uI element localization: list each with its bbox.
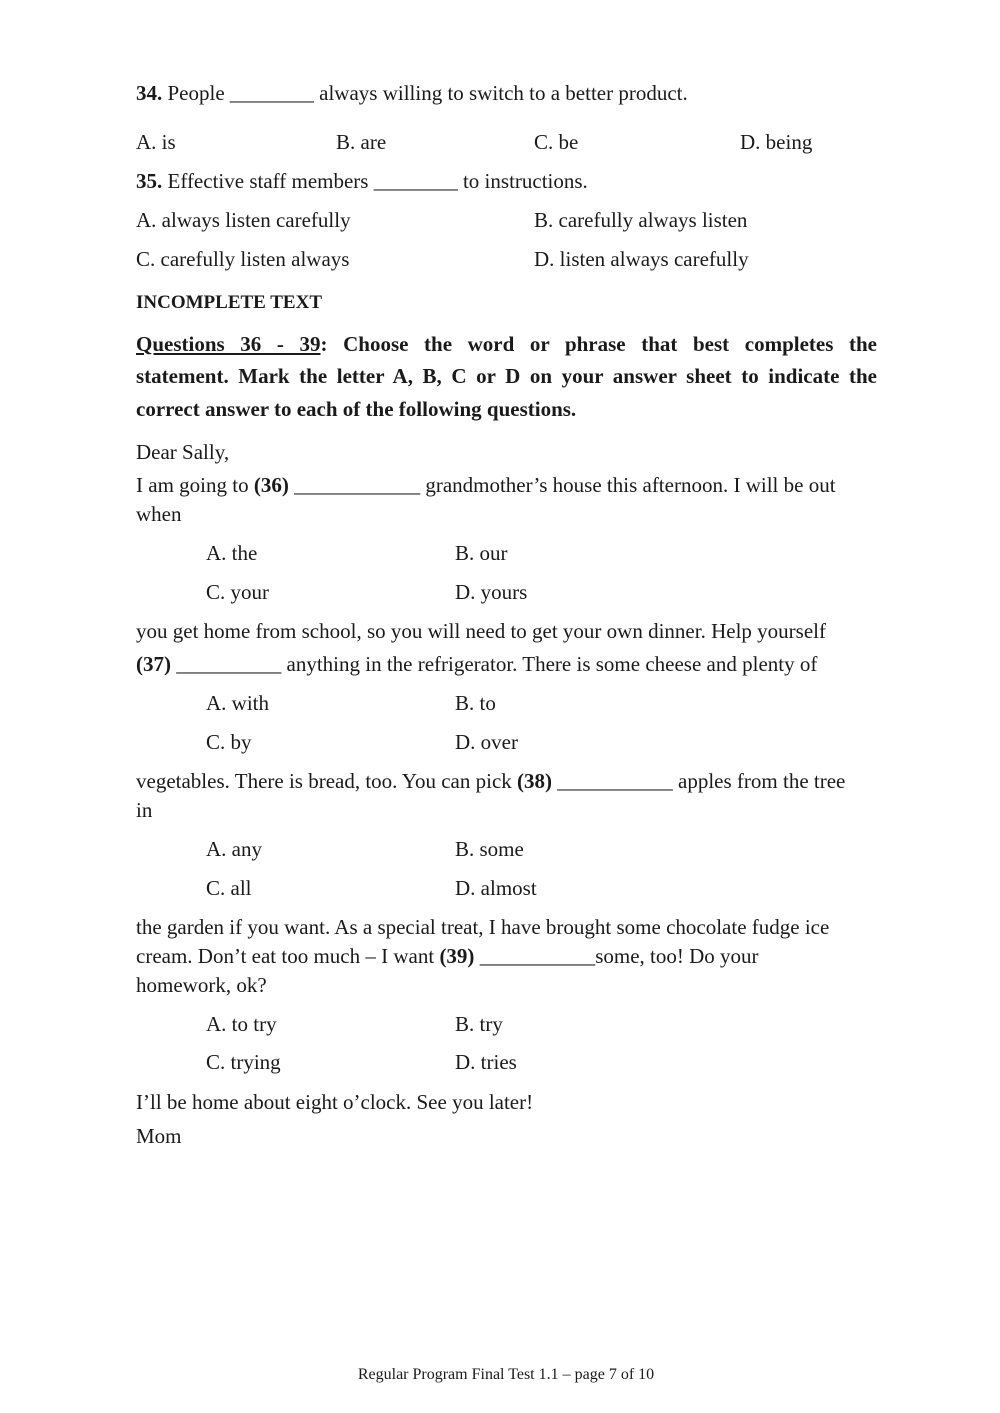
option-a: A. always listen carefully: [136, 208, 351, 232]
letter-line: vegetables. There is bread, too. You can pick (38) ___________ apples from the tree: [136, 769, 846, 793]
option-a: A. any: [206, 837, 262, 861]
option-d: D. over: [455, 730, 518, 754]
blank-number: (36): [253, 473, 289, 497]
option-c: C. by: [206, 730, 252, 754]
instructions-line-2: statement. Mark the letter A, B, C or D on your answer sheet to indicate the: [136, 364, 877, 388]
option-c: C. trying: [206, 1050, 281, 1074]
option-b: B. some: [455, 837, 524, 861]
option-b: B. are: [336, 130, 387, 154]
option-d: D. listen always carefully: [534, 247, 749, 271]
letter-line: the garden if you want. As a special treat, I have brought some chocolate fudge ice: [136, 915, 830, 939]
letter-greeting: Dear Sally,: [136, 440, 230, 464]
option-a: A. is: [136, 130, 176, 154]
option-b: B. our: [455, 541, 508, 565]
letter-line: I am going to (36) ____________ grandmother’s house this afternoon. I will be out: [136, 473, 836, 497]
letter-signature: Mom: [136, 1124, 182, 1148]
question-number: 35.: [136, 169, 163, 193]
letter-line: (37) __________ anything in the refrigerator. There is some cheese and plenty of: [136, 652, 818, 676]
option-c: C. all: [206, 876, 252, 900]
option-d: D. tries: [455, 1050, 517, 1074]
blank-number: (37): [136, 652, 171, 676]
instructions-line-3: correct answer to each of the following questions.: [136, 397, 577, 421]
section-title: INCOMPLETE TEXT: [136, 292, 322, 313]
question-35: [136, 167, 588, 196]
option-a: A. with: [206, 691, 269, 715]
blank-number: (39): [439, 944, 475, 968]
option-b: B. carefully always listen: [534, 208, 748, 232]
letter-closing: I’ll be home about eight o’clock. See you later!: [136, 1090, 534, 1114]
question-text: Effective staff members ________ to instructions.: [167, 169, 588, 193]
question-number: 34.: [136, 81, 163, 105]
option-a: A. to try: [206, 1012, 277, 1036]
option-c: C. carefully listen always: [136, 247, 350, 271]
letter-line: you get home from school, so you will need to get your own dinner. Help yourself: [136, 619, 826, 643]
option-d: D. almost: [455, 876, 537, 900]
option-b: B. to: [455, 691, 496, 715]
question-text: People ________ always willing to switch to a better product.: [167, 81, 688, 105]
option-a: A. the: [206, 541, 258, 565]
page-footer: Regular Program Final Test 1.1 – page 7 of 10: [357, 1366, 655, 1383]
letter-line: cream. Don’t eat too much – I want (39) ___________some, too! Do your: [136, 944, 759, 968]
blank-number: (38): [517, 769, 553, 793]
letter-line: in: [136, 798, 153, 822]
option-d: D. being: [740, 130, 813, 154]
question-34: [136, 79, 688, 108]
questions-range: Questions 36 - 39: [136, 332, 321, 356]
option-c: C. be: [534, 130, 579, 154]
option-c: C. your: [206, 580, 269, 604]
option-b: B. try: [455, 1012, 503, 1036]
letter-line: homework, ok?: [136, 973, 267, 997]
option-d: D. yours: [455, 580, 528, 604]
letter-line: when: [136, 502, 182, 526]
instructions-line-1: Questions 36 - 39: Choose the word or phrase that best completes the: [136, 332, 877, 356]
